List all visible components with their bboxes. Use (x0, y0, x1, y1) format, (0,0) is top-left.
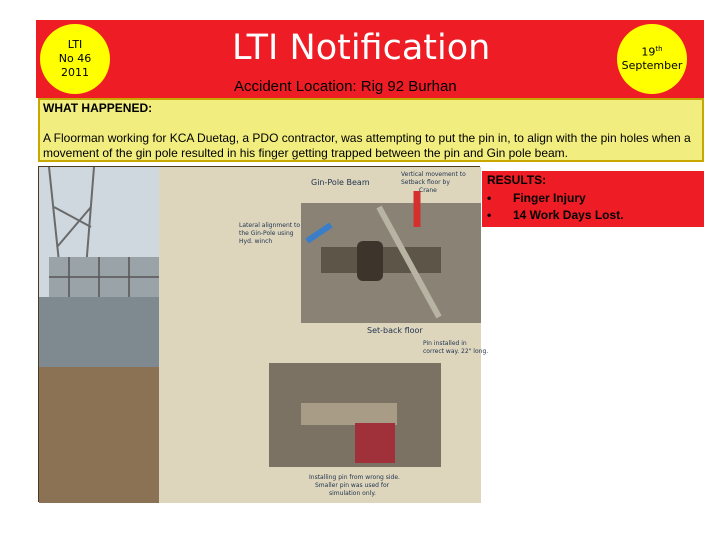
lti-number-badge (40, 24, 110, 94)
ground-area (39, 367, 159, 503)
label-wrong-side-1: Installing pin from wrong side. (309, 474, 400, 481)
date-day-number: 19 (641, 45, 656, 59)
label-vertical-3: Crane (419, 187, 437, 194)
date-day-suffix: th (655, 44, 663, 53)
pin-assembly-shape (301, 403, 397, 425)
badge-line-year: 2011 (61, 65, 89, 79)
page-title: LTI Notification (232, 28, 491, 68)
what-happened-body: A Floorman working for KCA Duetag, a PDO contractor, was attempting to put the pin in, to align with the pin holes when a movement of the gin pole resulted in his finger getting trapped between the pin and Gin pole beam. (43, 131, 691, 160)
label-pin-installed-2: correct way. 22" long. (423, 348, 489, 355)
bullet: • (487, 208, 492, 222)
rig-substructure (39, 297, 159, 367)
incident-photo-illustration (39, 167, 489, 503)
label-setback-floor: Set-back floor (367, 326, 423, 335)
label-lateral-1: Lateral alignment to (239, 222, 301, 229)
results-heading: RESULTS: (487, 173, 547, 187)
what-happened-heading: WHAT HAPPENED: (43, 101, 153, 115)
accident-location: Accident Location: Rig 92 Burhan (234, 78, 457, 95)
bullet: • (487, 191, 492, 205)
result-item (487, 208, 623, 222)
label-gin-pole-beam: Gin-Pole Beam (311, 178, 370, 187)
date-badge (617, 24, 687, 94)
label-vertical-1: Vertical movement to (401, 171, 466, 178)
label-pin-installed-1: Pin installed in (423, 340, 467, 347)
result-item-text: Finger Injury (513, 191, 586, 205)
pin-shape (357, 241, 383, 281)
incident-photo (38, 166, 489, 502)
label-wrong-side-2: Smaller pin was used for (315, 482, 390, 489)
badge-line-number: No 46 (58, 52, 92, 66)
label-lateral-3: Hyd. winch (239, 238, 273, 245)
result-item-text: 14 Work Days Lost. (513, 208, 624, 222)
result-item (487, 191, 586, 205)
label-vertical-2: Setback floor by (401, 179, 450, 186)
label-lateral-2: the Gin-Pole using (239, 230, 294, 237)
glove-shape (355, 423, 395, 463)
badge-line-lti: LTI (67, 38, 83, 52)
date-day (641, 45, 662, 59)
date-month: September (621, 59, 683, 73)
label-wrong-side-3: simulation only. (329, 490, 376, 497)
